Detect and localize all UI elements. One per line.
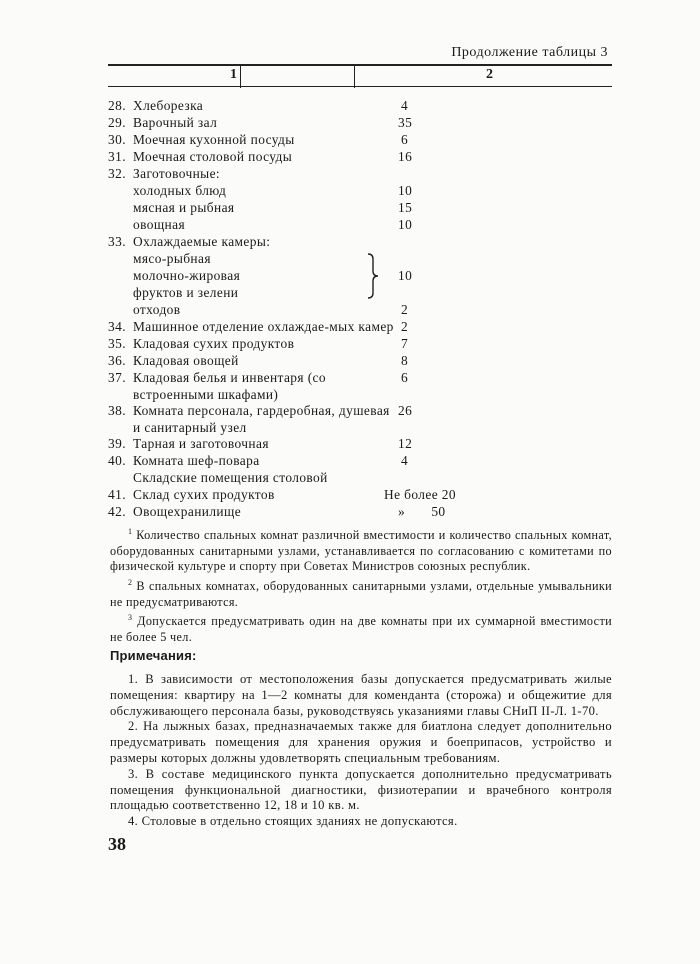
row-name: Заготовочные: xyxy=(133,166,221,181)
row-number: 28. xyxy=(108,98,126,113)
table-row xyxy=(108,183,628,200)
row-value: 10 xyxy=(398,268,413,283)
table-row xyxy=(108,487,628,504)
row-number: 32. xyxy=(108,166,126,181)
table-row xyxy=(108,403,628,436)
row-name: овощная xyxy=(133,217,186,232)
table-top-rule xyxy=(108,64,612,66)
table-row xyxy=(108,319,628,336)
row-name: фруктов и зелени xyxy=(133,285,239,300)
footnote-text: Допускается предусматривать один на две комнаты при их суммарной вместимости не более 5 чел. xyxy=(110,614,612,644)
row-value: 4 xyxy=(401,453,409,469)
table-row xyxy=(108,115,628,132)
row-number: 33. xyxy=(108,234,126,249)
row-name: Охлаждаемые камеры: xyxy=(133,234,271,249)
table-header xyxy=(108,64,612,88)
row-name: Комната персонала, гардеробная, душевая и санитарный узел xyxy=(133,403,390,435)
footnote xyxy=(110,575,612,610)
row-value: 2 xyxy=(401,319,409,334)
table-row xyxy=(108,370,628,403)
row-name: мясная и рыбная xyxy=(133,200,235,215)
row-value: 35 xyxy=(398,115,413,130)
table-row xyxy=(108,504,628,521)
row-number: 35. xyxy=(108,336,126,351)
note-item: 2. На лыжных базах, предназначаемых также для биатлона следует дополнительно предусматривать помещения для хранения оружия и боеприпасов, устройство и размеры которых должны удовлетворять специальным требованиям. xyxy=(110,719,612,765)
table-row xyxy=(108,353,628,370)
row-number: 34. xyxy=(108,319,126,334)
page-number: 38 xyxy=(108,834,126,854)
row-number: 38. xyxy=(108,403,126,419)
row-number: 41. xyxy=(108,487,126,503)
row-name: Варочный зал xyxy=(133,115,218,130)
row-name: Кладовая сухих продуктов xyxy=(133,336,295,351)
row-number: 31. xyxy=(108,149,126,164)
table-row xyxy=(108,234,628,251)
row-value: 10 xyxy=(398,183,413,198)
row-name: отходов xyxy=(133,302,181,317)
table-body xyxy=(108,98,628,521)
row-value: 10 xyxy=(398,217,413,232)
row-number: 39. xyxy=(108,436,126,452)
note-item: 3. В составе медицинского пункта допускается дополнительно предусматривать помещения функциональной диагностики, физиотерапии и врачебного контроля площадью соответственно 12, 18 и 10 кв. м. xyxy=(110,766,612,813)
row-number: 37. xyxy=(108,370,126,385)
row-value: 4 xyxy=(401,98,409,113)
row-name: Склад сухих продуктов xyxy=(133,487,275,503)
row-value: 7 xyxy=(401,336,409,351)
continuation-label: Продолжение таблицы 3 xyxy=(451,45,608,60)
footnotes xyxy=(110,524,612,645)
row-number: 40. xyxy=(108,453,126,469)
row-value: 2 xyxy=(401,302,409,317)
row-value: 26 xyxy=(398,403,413,419)
row-value: Не более 20 xyxy=(384,487,457,503)
footnote-mark: 2 xyxy=(128,577,133,587)
column-divider xyxy=(354,64,355,88)
row-value: 8 xyxy=(401,353,409,368)
footnote-text: Количество спальных комнат различной вместимости и количество спальных комнат, оборудованных санитарными узлами, устанавливается по согласованию с комитетами по физической культуре и спорту при Советах Министров союзных республик. xyxy=(110,528,612,574)
footnote-mark: 1 xyxy=(128,527,133,536)
table-row xyxy=(108,470,628,487)
row-number: 36. xyxy=(108,353,126,368)
curly-brace-icon xyxy=(366,253,380,299)
table-header-rule xyxy=(108,86,612,87)
row-number: 42. xyxy=(108,504,126,520)
row-value: 16 xyxy=(398,149,413,164)
footnote xyxy=(110,610,612,645)
table-row xyxy=(108,436,628,453)
table-row xyxy=(108,453,628,470)
row-number: 29. xyxy=(108,115,126,130)
column-header-2: 2 xyxy=(486,67,493,82)
row-name: Машинное отделение охлаждае-мых камер xyxy=(133,319,394,334)
notes-title: Примечания: xyxy=(110,648,197,663)
column-divider xyxy=(240,64,241,88)
table-row xyxy=(108,132,628,149)
row-value: 6 xyxy=(401,370,409,385)
row-name: Кладовая белья и инвентаря (со встроенными шкафами) xyxy=(133,370,326,402)
row-name: молочно-жировая xyxy=(133,268,241,283)
note-item: 1. В зависимости от местоположения базы допускается предусматривать жилые помещения: квартиру на 1—2 комнаты для коменданта (сторожа) и общежитие для обслуживающего персонала базы, руководствуясь указаниями главы СНиП II-Л. 1-70. xyxy=(110,672,612,718)
row-number: 30. xyxy=(108,132,126,147)
table-row xyxy=(108,98,628,115)
table-row xyxy=(108,302,628,319)
row-name: Моечная столовой посуды xyxy=(133,149,293,164)
notes-list xyxy=(110,672,612,830)
row-name: холодных блюд xyxy=(133,183,227,198)
note-item: 4. Столовые в отдельно стоящих зданиях не допускаются. xyxy=(128,814,458,829)
row-name: Кладовая овощей xyxy=(133,353,239,368)
row-name: Хлеборезка xyxy=(133,98,204,113)
row-name: мясо-рыбная xyxy=(133,251,211,266)
row-name: Моечная кухонной посуды xyxy=(133,132,295,147)
column-header-1: 1 xyxy=(230,67,237,82)
table-row xyxy=(108,166,628,183)
footnote-mark: 3 xyxy=(128,613,133,623)
row-name: Тарная и заготовочная xyxy=(133,436,269,452)
table-row xyxy=(108,217,628,234)
row-value: 6 xyxy=(401,132,409,147)
brace-group xyxy=(108,251,628,302)
row-name: Складские помещения столовой xyxy=(133,470,328,486)
table-row xyxy=(108,336,628,353)
row-value: » 50 xyxy=(398,504,446,520)
row-name: Комната шеф-повара xyxy=(133,453,260,469)
row-value: 15 xyxy=(398,200,413,215)
row-value: 12 xyxy=(398,436,413,452)
footnote-text: В спальных комнатах, оборудованных санитарными узлами, отдельные умывальники не предусматриваются. xyxy=(110,578,612,609)
table-row xyxy=(108,200,628,217)
row-name: Овощехранилище xyxy=(133,504,242,520)
table-row xyxy=(108,149,628,166)
footnote xyxy=(110,524,612,575)
